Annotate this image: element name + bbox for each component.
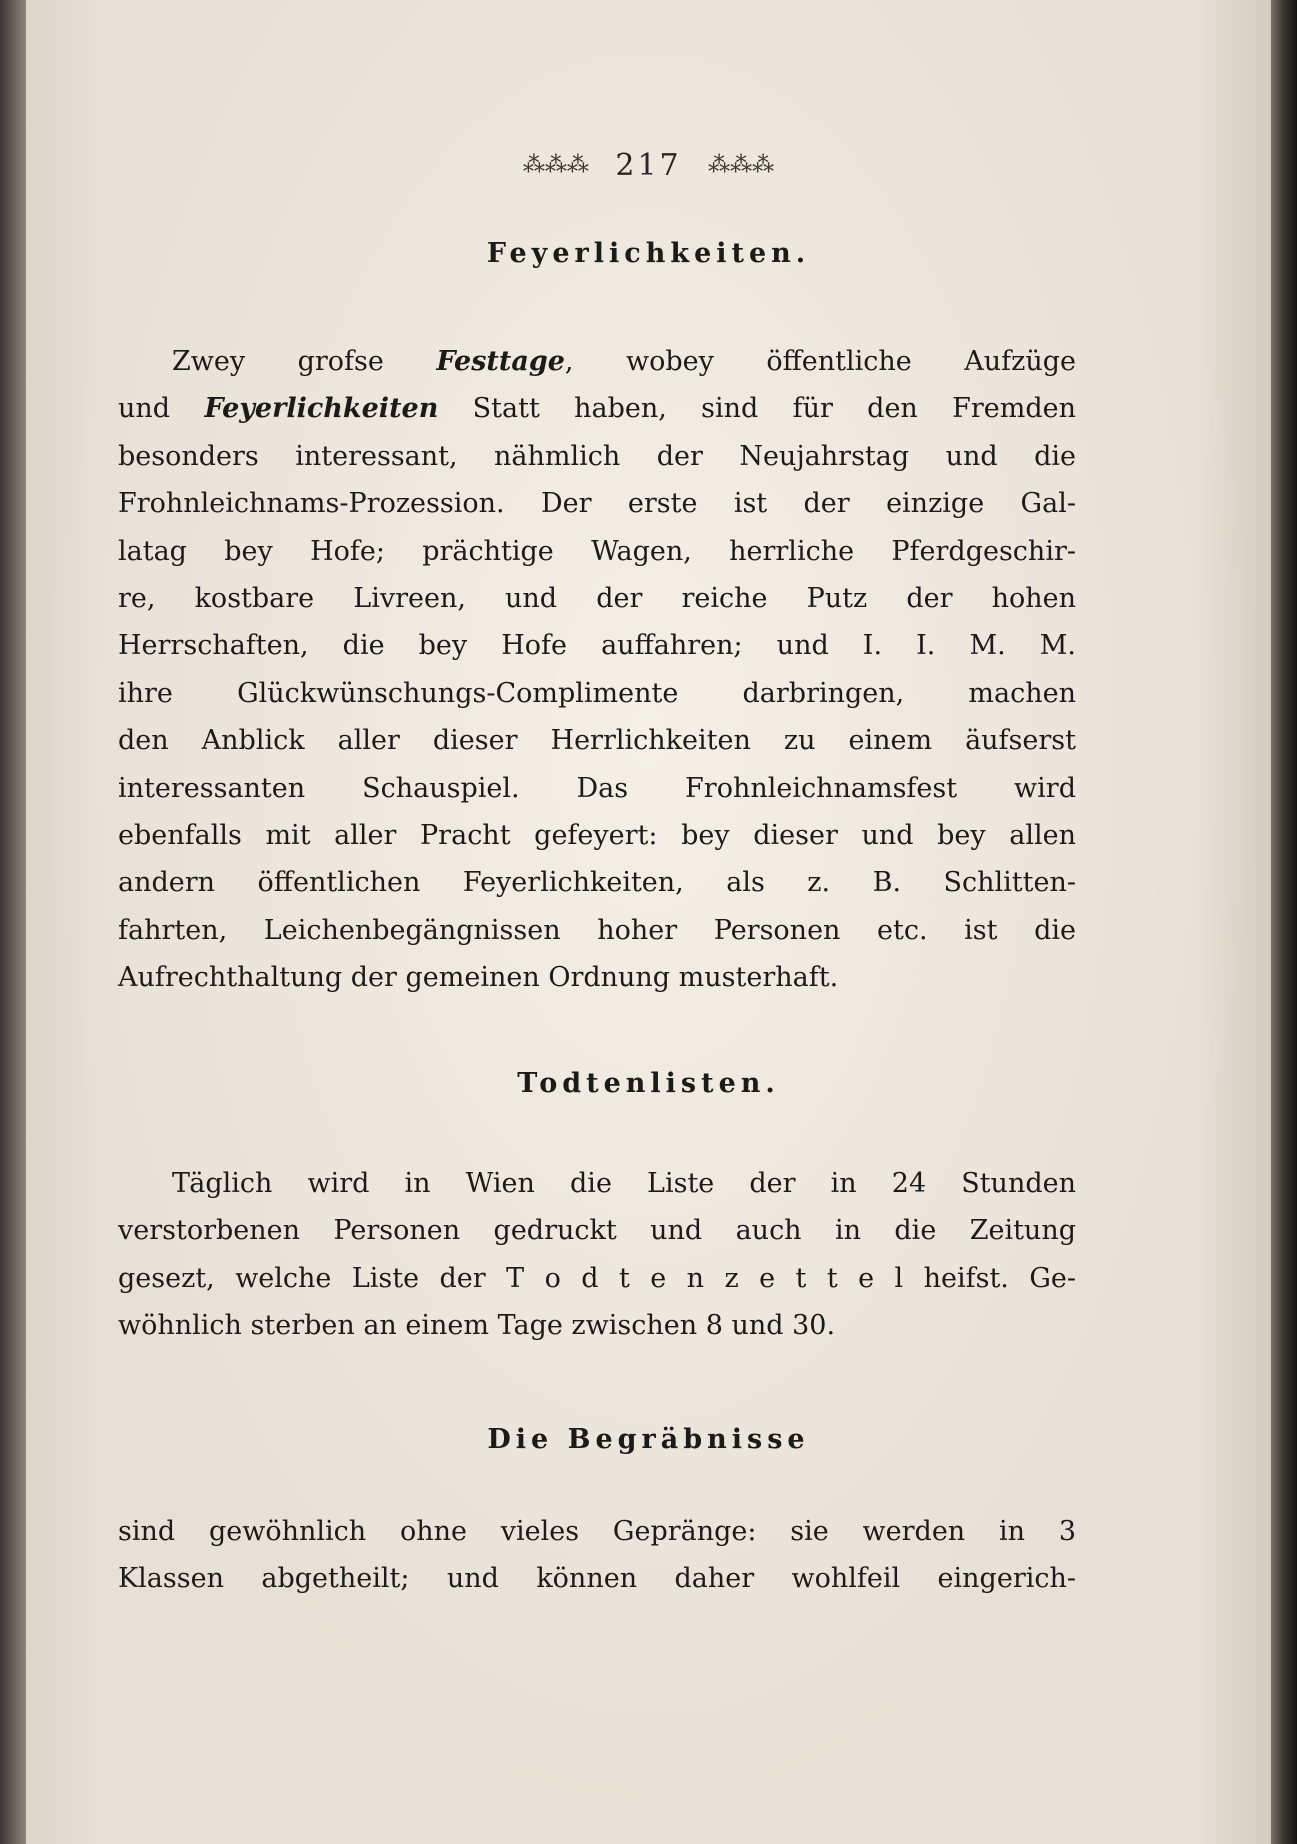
text-line: interessanten Schauspiel. Das Frohnleichnamsfest wird [118,772,1076,804]
paragraph-todtenlisten [118,1160,1076,1350]
text-line: Herrschaften, die bey Hofe auffahren; und I. I. M. M. [118,630,1076,662]
text-line: Täglich wird in Wien die Liste der in 24 Stunden [172,1168,1076,1199]
section-heading-feyerlichkeiten: Feyerlichkeiten. [486,238,811,269]
paragraph-begraebnisse [118,1508,1076,1603]
text-line: besonders interessant, nähmlich der Neujahrstag und die [118,440,1076,472]
text-line: den Anblick aller dieser Herrlichkeiten zu einem äufserst [118,725,1076,757]
section-heading-begraebnisse: Die Begräbnisse [487,1424,810,1455]
ornament-left: ⁂⁂⁂ [522,153,589,178]
ornament-right: ⁂⁂⁂ [708,153,775,178]
text-line: sind gewöhnlich ohne vieles Gepränge: sie werden in 3 [118,1516,1076,1547]
text-line: Zwey grofse Festtage, wobey öffentliche Aufzüge [172,346,1076,377]
text-line: re, kostbare Livreen, und der reiche Putz der hohen [118,583,1076,615]
text-line: Frohnleichnams-Prozession. Der erste ist der einzige Gal- [118,488,1076,520]
right-page-edge [1271,0,1297,1844]
page-number: 217 [615,148,682,183]
text-line: latag bey Hofe; prächtige Wagen, herrliche Pferdgeschir- [118,535,1076,567]
left-page-edge [0,0,26,1844]
book-page [26,0,1271,1844]
text-line: andern öffentlichen Feyerlichkeiten, als z. B. Schlitten- [118,867,1076,899]
text-line: Klassen abgetheilt; und können daher wohlfeil eingerich- [118,1563,1076,1595]
text-line: ebenfalls mit aller Pracht gefeyert: bey dieser und bey allen [118,820,1076,852]
text-line: Aufrechthaltung der gemeinen Ordnung musterhaft. [118,962,839,994]
text-line: fahrten, Leichenbegängnissen hoher Personen etc. ist die [118,914,1076,946]
text-line: ihre Glückwünschungs-Complimente darbringen, machen [118,677,1076,709]
text-line: gesezt, welche Liste der T o d t e n z e t t e l heifst. Ge- [118,1262,1076,1294]
text-line: wöhnlich sterben an einem Tage zwischen 8 und 30. [118,1310,836,1342]
text-line: verstorbenen Personen gedruckt und auch in die Zeitung [118,1215,1076,1247]
section-heading-todtenlisten: Todtenlisten. [517,1068,780,1099]
paragraph-feyerlichkeiten [118,338,1076,1002]
text-line: und Feyerlichkeiten Statt haben, sind für den Fremden [118,393,1076,425]
page-header [26,148,1271,183]
